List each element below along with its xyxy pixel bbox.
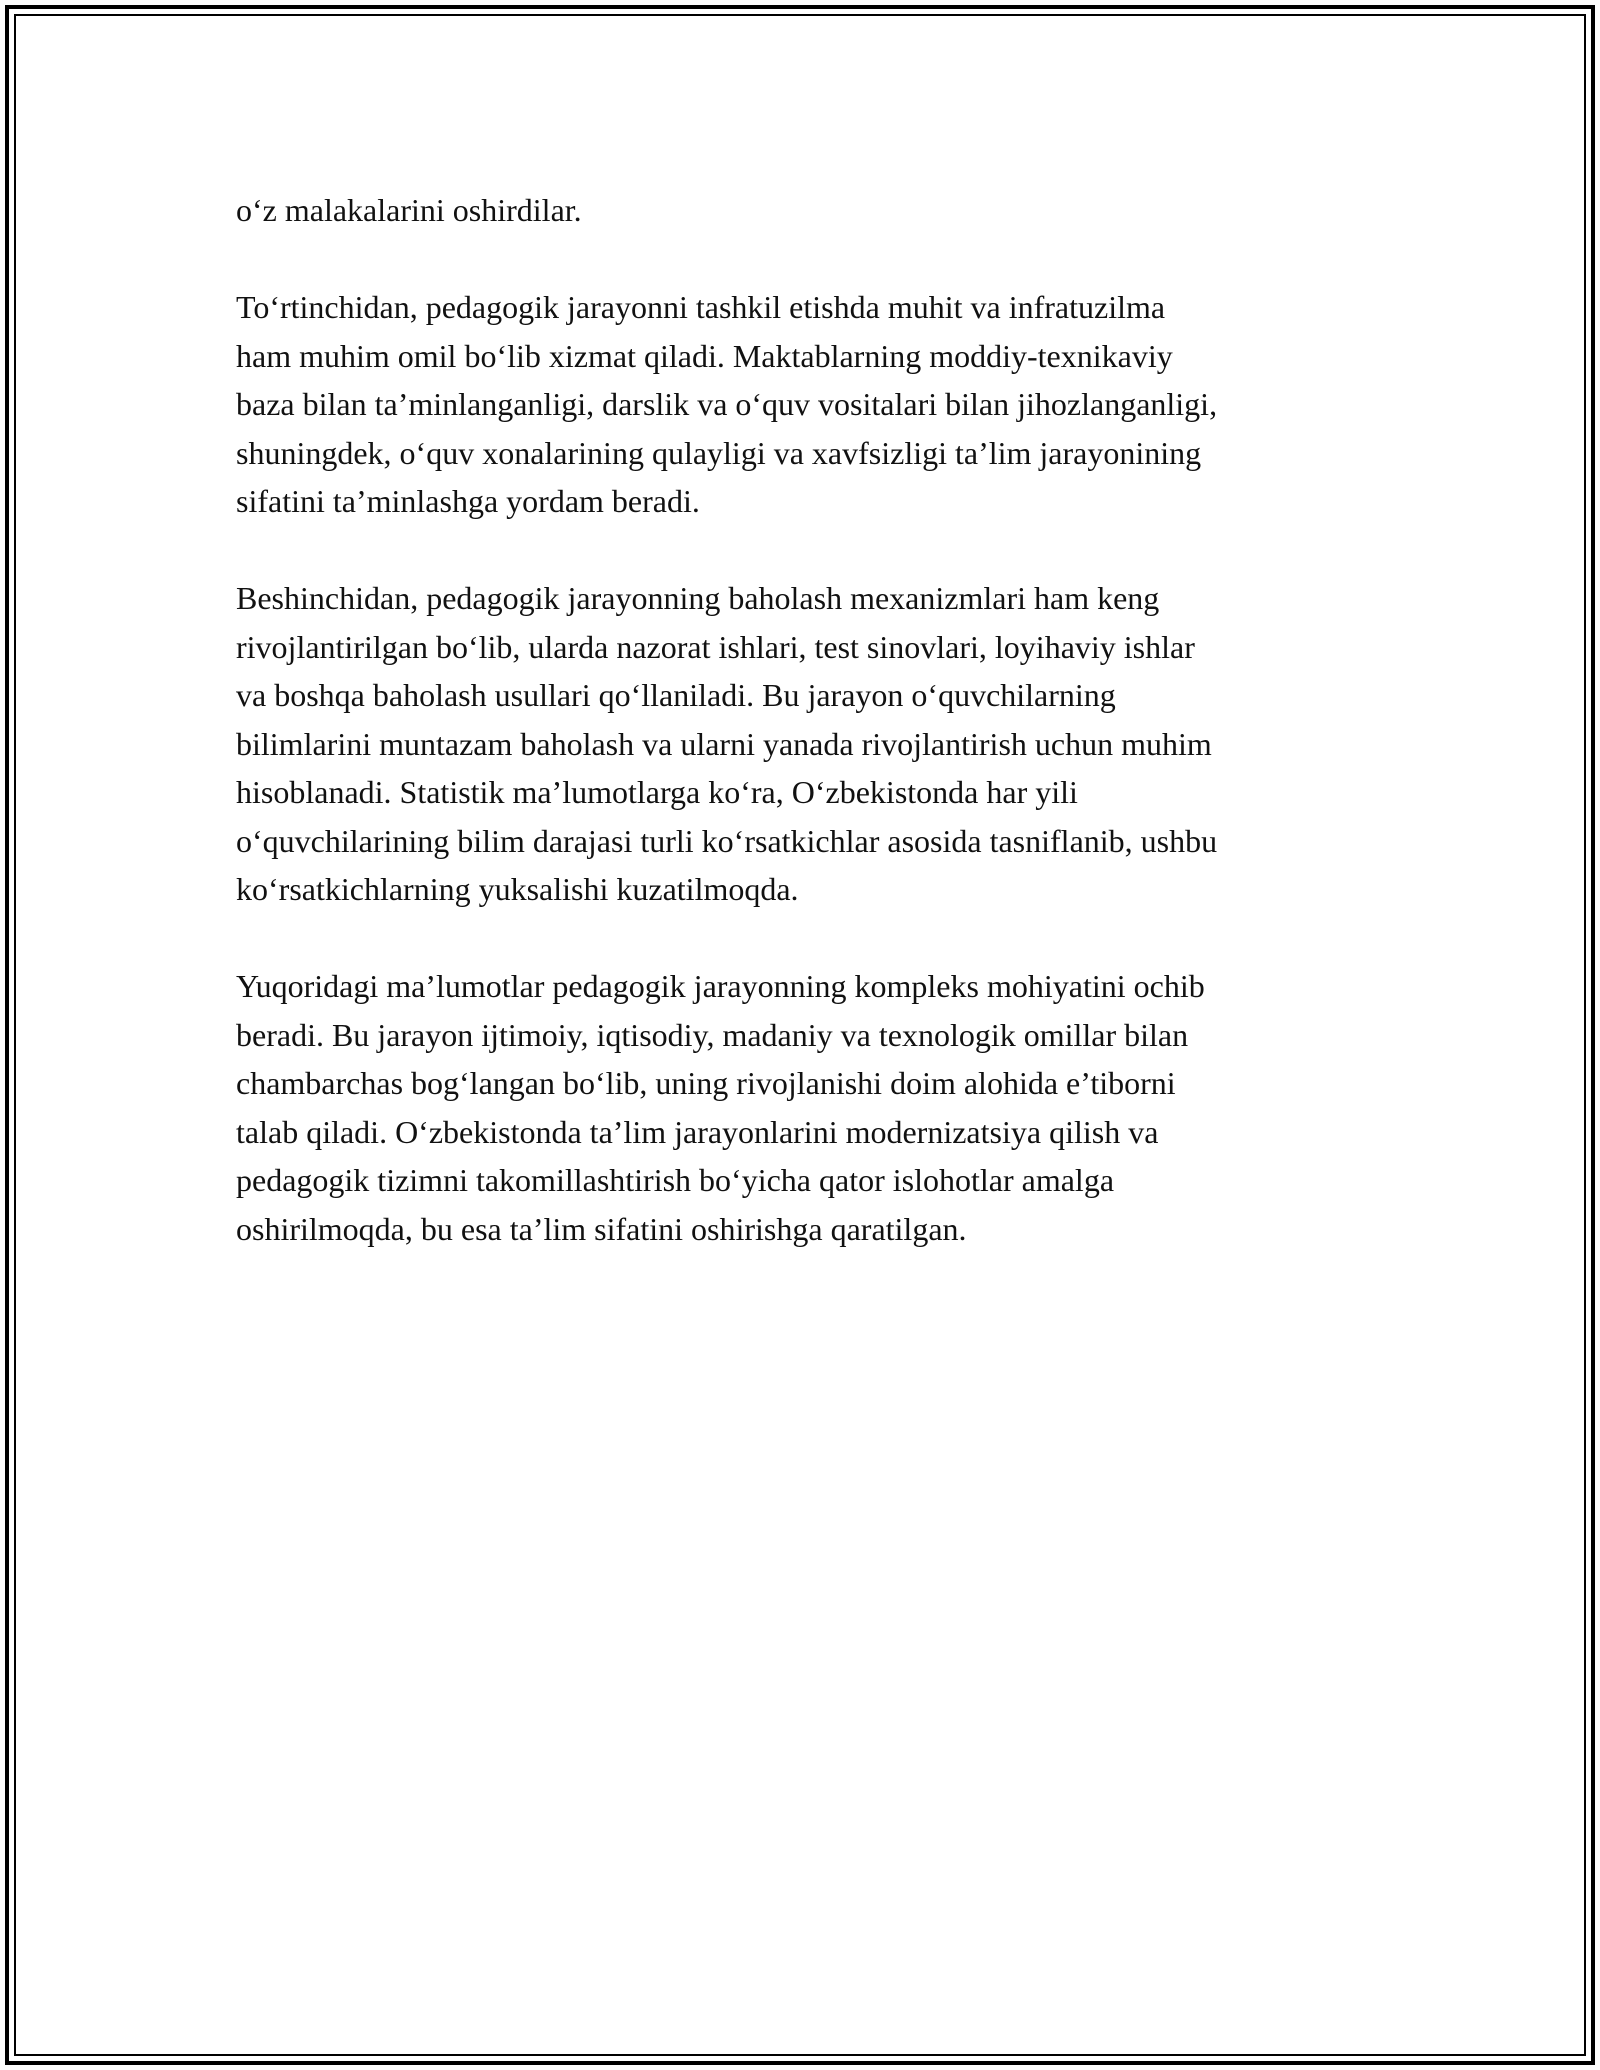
paragraph-conclusion: Yuqoridagi ma’lumotlar pedagogik jarayonning kompleks mohiyatini ochib beradi. Bu jarayon ijtimoiy, iqtisodiy, madaniy va texnologik omillar bilan chambarchas bog‘langan bo‘lib, uning rivojlanishi doim alohida e’tiborni talab qiladi. O‘zbekistonda ta’lim jarayonlarini modernizatsiya qilish va pedagogik tizimni takomillashtirish bo‘yicha qator islohotlar amalga oshirilmoqda, bu esa ta’lim sifatini oshirishga qaratilgan.: [236, 968, 1205, 1247]
document-body: [236, 186, 1376, 1302]
paragraph-continuation: o‘z malakalarini oshirdilar.: [236, 192, 582, 228]
paragraph-fifth-point: Beshinchidan, pedagogik jarayonning baholash mexanizmlari ham keng rivojlantirilgan bo‘lib, ularda nazorat ishlari, test sinovlari, loyihaviy ishlar va boshqa baholash usullari qo‘llaniladi. Bu jarayon o‘quvchilarning bilimlarini muntazam baholash va ularni yanada rivojlantirish uchun muhim hisoblanadi. Statistik ma’lumotlarga ko‘ra, O‘zbekistonda har yili o‘quvchilarining bilim darajasi turli ko‘rsatkichlar asosida tasniflanib, ushbu ko‘rsatkichlarning yuksalishi kuzatilmoqda.: [236, 580, 1218, 907]
paragraph-fourth-point: To‘rtinchidan, pedagogik jarayonni tashkil etishda muhit va infratuzilma ham muhim omil bo‘lib xizmat qiladi. Maktablarning moddiy-texnikaviy baza bilan ta’minlanganligi, darslik va o‘quv vositalari bilan jihozlanganligi, shuningdek, o‘quv xonalarining qulayligi va xavfsizligi ta’lim jarayonining sifatini ta’minlashga yordam beradi.: [236, 289, 1218, 519]
